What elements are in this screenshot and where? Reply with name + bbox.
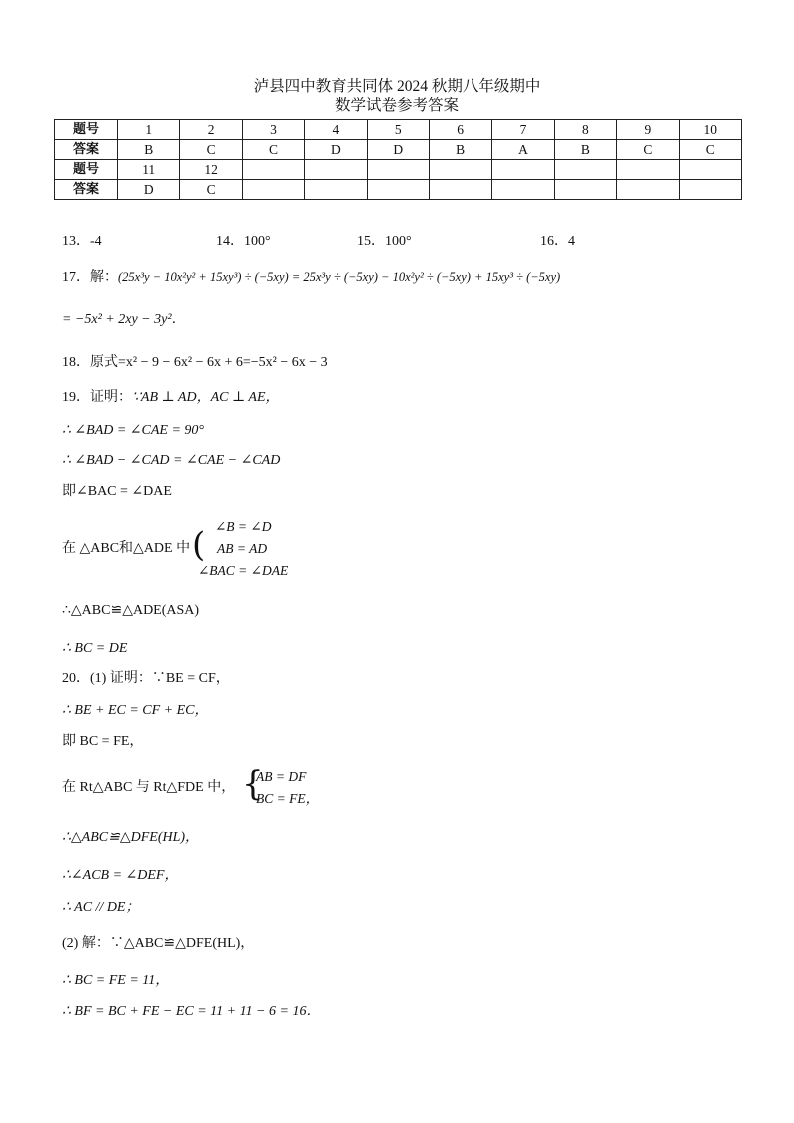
q19-brace: ( <box>192 525 206 565</box>
question-number: 7 <box>492 120 554 140</box>
answer-cell: C <box>617 140 679 160</box>
question-number: 4 <box>305 120 367 140</box>
question-number <box>242 160 304 180</box>
question-number: 2 <box>180 120 242 140</box>
row-header-answer: 答案 <box>55 140 118 160</box>
q19-line-1 <box>62 389 280 407</box>
question-number <box>305 160 367 180</box>
title-line-1: 泸县四中教育共同体 2024 秋期八年级期中 <box>253 78 541 95</box>
answer-cell <box>554 180 616 200</box>
answer-cell: C <box>242 140 304 160</box>
title-line-2: 数学试卷参考答案 <box>334 97 459 114</box>
answer-cell <box>242 180 304 200</box>
answer-cell <box>492 180 554 200</box>
answer-14: 14．100° <box>216 234 271 249</box>
table-row-answer-2 <box>55 180 742 200</box>
question-number: 8 <box>554 120 616 140</box>
q17-line-1 <box>62 268 560 287</box>
q17-label: 17．解： <box>62 270 118 285</box>
question-number <box>679 160 741 180</box>
answer-cell <box>617 180 679 200</box>
q20-line-4: 在 Rt△ABC 与 Rt△FDE 中， <box>62 780 236 795</box>
row-header-question: 题号 <box>55 160 118 180</box>
q20-line-9: ∴ BC = FE = 11， <box>62 973 170 988</box>
question-number: 1 <box>118 120 180 140</box>
answer-15: 15．100° <box>357 234 412 249</box>
q20-line-5: ∴△ABC≌△DFE(HL)， <box>62 830 200 845</box>
question-number: 10 <box>679 120 741 140</box>
answer-cell: B <box>429 140 491 160</box>
answer-cell: D <box>367 140 429 160</box>
q20-line-8: (2) 解：∵△ABC≌△DFE(HL)， <box>62 936 255 951</box>
question-number <box>429 160 491 180</box>
q19-prefix: 19．证明： <box>62 390 132 405</box>
q20-case-2: BC = FE， <box>256 791 320 806</box>
question-number <box>554 160 616 180</box>
q20-case-1: AB = DF <box>256 769 307 784</box>
table-row-answer-1 <box>55 140 742 160</box>
q20-line-2: ∴ BE + EC = CF + EC， <box>62 703 209 718</box>
q20-line-6: ∴∠ACB = ∠DEF， <box>62 868 179 883</box>
q20-line-7: ∴ AC // DE； <box>62 900 140 915</box>
answer-16: 16．4 <box>540 234 575 249</box>
answer-table <box>54 119 742 200</box>
answer-cell: C <box>679 140 741 160</box>
question-number: 9 <box>617 120 679 140</box>
answer-cell <box>429 180 491 200</box>
q19-given: ∵AB ⊥ AD，AC ⊥ AE， <box>132 390 280 405</box>
question-number <box>367 160 429 180</box>
q18-line: 18．原式=x² − 9 − 6x² − 6x + 6=−5x² − 6x − 3 <box>62 355 328 370</box>
q19-line-5: 在 △ABC和△ADE 中 <box>62 541 191 556</box>
answer-cell: D <box>118 180 180 200</box>
question-number: 11 <box>118 160 180 180</box>
row-header-question: 题号 <box>55 120 118 140</box>
row-header-answer: 答案 <box>55 180 118 200</box>
table-row-question-2 <box>55 160 742 180</box>
q19-line-4: 即∠BAC = ∠DAE <box>62 484 172 499</box>
answer-cell: B <box>554 140 616 160</box>
q19-line-6: ∴△ABC≌△ADE(ASA) <box>62 603 200 618</box>
answer-cell <box>679 180 741 200</box>
q19-case-1: ∠B = ∠D <box>215 519 272 534</box>
answer-13: 13．-4 <box>62 234 102 249</box>
q20-line-10: ∴ BF = BC + FE − EC = 11 + 11 − 6 = 16． <box>62 1004 321 1019</box>
answer-cell: B <box>118 140 180 160</box>
answer-cell: A <box>492 140 554 160</box>
table-row-question-1 <box>55 120 742 140</box>
answer-cell <box>367 180 429 200</box>
q19-line-2: ∴ ∠BAD = ∠CAE = 90° <box>62 423 205 438</box>
question-number: 3 <box>242 120 304 140</box>
q17-result: = −5x² + 2xy − 3y²． <box>62 312 186 327</box>
answer-cell: C <box>180 180 242 200</box>
q19-case-2: AB = AD <box>217 541 268 556</box>
question-number <box>617 160 679 180</box>
answer-cell: D <box>305 140 367 160</box>
q19-line-3: ∴ ∠BAD − ∠CAD = ∠CAE − ∠CAD <box>62 453 281 468</box>
answer-cell <box>305 180 367 200</box>
q20-line-3: 即 BC = FE， <box>62 734 144 749</box>
question-number: 12 <box>180 160 242 180</box>
q17-expression: (25x³y − 10x²y² + 15xy³) ÷ (−5xy) = 25x³y ÷ (−5xy) − 10x²y² ÷ (−5xy) + 15xy³ ÷ (−5xy) <box>118 270 561 284</box>
question-number: 6 <box>429 120 491 140</box>
q20-line-1: 20．(1) 证明：∵BE = CF， <box>62 671 230 686</box>
q20-brace: { <box>242 764 264 804</box>
q19-case-3: ∠BAC = ∠DAE <box>198 563 289 578</box>
q19-line-7: ∴ BC = DE <box>62 641 128 656</box>
question-number: 5 <box>367 120 429 140</box>
question-number <box>492 160 554 180</box>
answer-cell: C <box>180 140 242 160</box>
